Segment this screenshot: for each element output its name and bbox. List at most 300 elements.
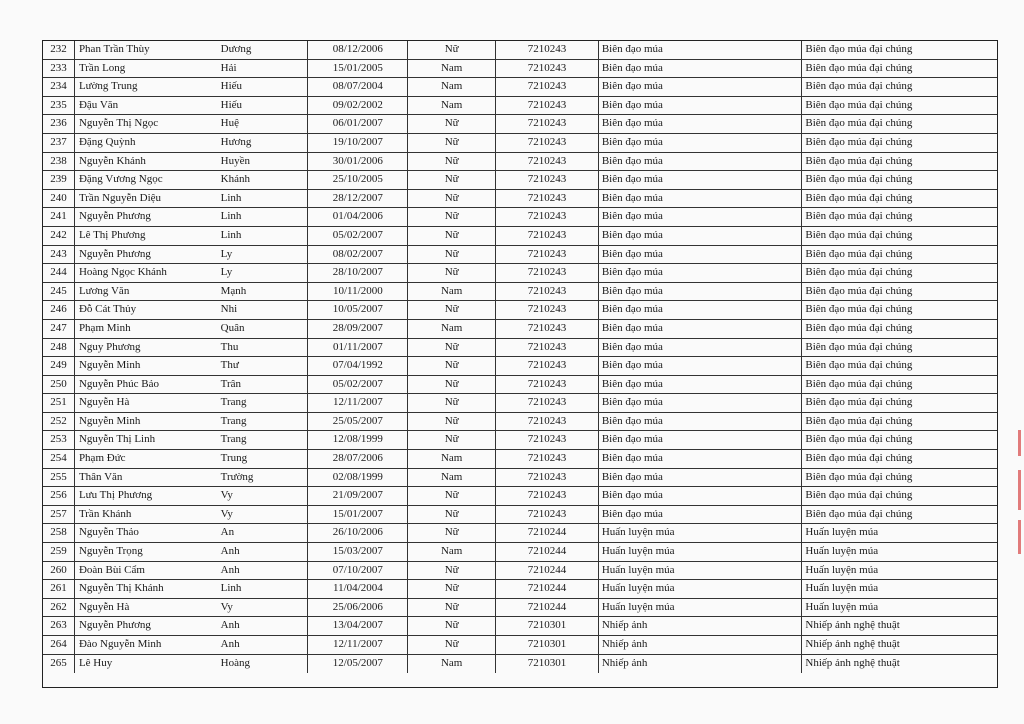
table-row [43,655,997,674]
cell-major: Huấn luyện múa [599,543,803,561]
table-row [43,376,997,395]
cell-family-name: Phạm Minh [78,321,131,334]
cell-specialization: Biên đạo múa đại chúng [805,470,913,483]
cell-gender: Nữ [408,339,496,357]
table-row [43,617,997,636]
cell-major: Biên đạo múa [599,246,803,264]
cell-given-name: Trang [213,394,309,412]
table-row [43,171,997,190]
cell-given-name: Trang [213,413,309,431]
cell-major: Biên đạo múa [599,60,803,78]
cell-given-name: Trân [213,376,309,394]
cell-major: Biên đạo múa [599,394,803,412]
cell-birth-date: 11/04/2004 [308,580,408,598]
cell-family-name: Nguyễn Thảo [78,526,139,539]
cell-major: Biên đạo múa [599,171,803,189]
cell-stt: 242 [43,227,75,245]
cell-gender: Nữ [408,376,496,394]
cell-family-name: Đào Nguyễn Minh [78,638,162,650]
cell-specialization: Biên đạo múa đại chúng [805,247,913,260]
table-row [43,450,997,469]
cell-major: Biên đạo múa [599,301,803,319]
cell-major: Biên đạo múa [599,41,803,59]
cell-specialization: Biên đạo múa đại chúng [805,396,913,409]
cell-birth-date: 05/02/2007 [308,376,408,394]
cell-specialization: Huấn luyện múa [805,582,879,595]
cell-specialization: Biên đạo múa đại chúng [805,489,913,502]
cell-given-name: Hải [213,60,309,78]
cell-stt: 255 [43,469,75,487]
cell-major: Biên đạo múa [599,283,803,301]
cell-major-code: 7210243 [496,506,599,524]
cell-major: Biên đạo múa [599,357,803,375]
cell-gender: Nữ [408,394,496,412]
cell-birth-date: 09/02/2002 [308,97,408,115]
cell-given-name: Linh [213,580,309,598]
cell-gender: Nữ [408,413,496,431]
cell-given-name: Ly [213,264,309,282]
cell-gender: Nam [408,60,496,78]
cell-specialization: Biên đạo múa đại chúng [805,507,913,520]
cell-given-name: Khánh [213,171,309,189]
cell-family-name: Nguyễn Phương [78,619,151,632]
cell-major-code: 7210244 [496,580,599,598]
cell-major-code: 7210243 [496,394,599,412]
cell-stt: 254 [43,450,75,468]
cell-gender: Nữ [408,208,496,226]
cell-major-code: 7210243 [496,431,599,449]
table-row [43,208,997,227]
cell-stt: 233 [43,60,75,78]
cell-major: Biên đạo múa [599,431,803,449]
cell-family-name: Phạm Đức [78,452,126,465]
cell-given-name: Anh [213,636,309,654]
cell-birth-date: 25/06/2006 [308,599,408,617]
cell-specialization: Biên đạo múa đại chúng [805,135,913,148]
cell-birth-date: 10/11/2000 [308,283,408,301]
cell-family-name: Nguyễn Phương [78,210,151,223]
cell-given-name: Hiếu [213,78,309,96]
cell-given-name: Vy [213,599,309,617]
cell-specialization: Nhiếp ảnh nghệ thuật [805,619,900,632]
cell-gender: Nữ [408,115,496,133]
table-row [43,431,997,450]
cell-major-code: 7210244 [496,599,599,617]
table-row [43,134,997,153]
cell-birth-date: 08/12/2006 [308,41,408,59]
cell-stt: 245 [43,283,75,301]
cell-family-name: Nguy Phương [78,340,141,353]
cell-specialization: Biên đạo múa đại chúng [805,210,913,223]
cell-family-name: Thân Văn [78,470,123,483]
cell-birth-date: 02/08/1999 [308,469,408,487]
cell-family-name: Nguyễn Phương [78,247,151,260]
cell-given-name: Quân [213,320,309,338]
cell-given-name: Nhi [213,301,309,319]
table-row [43,41,997,60]
cell-specialization: Nhiếp ảnh nghệ thuật [805,638,900,650]
cell-birth-date: 07/10/2007 [308,562,408,580]
cell-major-code: 7210243 [496,134,599,152]
cell-major-code: 7210243 [496,450,599,468]
cell-major: Huấn luyện múa [599,580,803,598]
cell-gender: Nữ [408,580,496,598]
table-row [43,357,997,376]
cell-major: Biên đạo múa [599,487,803,505]
cell-specialization: Biên đạo múa đại chúng [805,98,913,111]
cell-gender: Nam [408,543,496,561]
table-row [43,301,997,320]
cell-major-code: 7210244 [496,562,599,580]
cell-stt: 259 [43,543,75,561]
cell-stt: 252 [43,413,75,431]
cell-birth-date: 28/09/2007 [308,320,408,338]
cell-major: Huấn luyện múa [599,599,803,617]
cell-gender: Nữ [408,524,496,542]
cell-gender: Nữ [408,599,496,617]
cell-gender: Nữ [408,506,496,524]
cell-major-code: 7210244 [496,524,599,542]
table-row [43,78,997,97]
cell-major-code: 7210243 [496,97,599,115]
table-row [43,246,997,265]
cell-birth-date: 07/04/1992 [308,357,408,375]
cell-gender: Nam [408,78,496,96]
cell-gender: Nữ [408,562,496,580]
red-ink-mark [1018,470,1021,510]
cell-birth-date: 06/01/2007 [308,115,408,133]
cell-family-name: Đậu Văn [78,98,119,111]
cell-gender: Nữ [408,190,496,208]
cell-given-name: Hương [213,134,309,152]
cell-stt: 249 [43,357,75,375]
cell-gender: Nữ [408,41,496,59]
cell-major: Biên đạo múa [599,320,803,338]
cell-gender: Nữ [408,301,496,319]
cell-stt: 263 [43,617,75,635]
cell-gender: Nam [408,450,496,468]
cell-birth-date: 28/07/2006 [308,450,408,468]
cell-major-code: 7210243 [496,320,599,338]
cell-birth-date: 12/11/2007 [308,636,408,654]
cell-family-name: Nguyễn Khánh [78,154,146,167]
table-row [43,599,997,618]
cell-specialization: Biên đạo múa đại chúng [805,154,913,167]
cell-given-name: Trung [213,450,309,468]
cell-major-code: 7210243 [496,208,599,226]
cell-given-name: An [213,524,309,542]
cell-stt: 241 [43,208,75,226]
cell-given-name: Thu [213,339,309,357]
cell-family-name: Trần Nguyễn Diệu [78,191,162,204]
cell-specialization: Huấn luyện múa [805,545,879,558]
cell-given-name: Dương [213,41,309,59]
cell-stt: 240 [43,190,75,208]
cell-gender: Nam [408,469,496,487]
cell-birth-date: 01/11/2007 [308,339,408,357]
table-row [43,320,997,339]
cell-major-code: 7210243 [496,357,599,375]
cell-stt: 262 [43,599,75,617]
cell-specialization: Biên đạo múa đại chúng [805,61,913,74]
cell-major-code: 7210244 [496,543,599,561]
cell-stt: 232 [43,41,75,59]
cell-family-name: Đoàn Bùi Cẩm [78,563,145,576]
cell-family-name: Đặng Vương Ngọc [78,173,163,186]
cell-birth-date: 30/01/2006 [308,153,408,171]
cell-given-name: Linh [213,208,309,226]
table-row [43,339,997,358]
cell-given-name: Anh [213,543,309,561]
cell-specialization: Huấn luyện múa [805,526,879,539]
cell-specialization: Biên đạo múa đại chúng [805,377,913,390]
cell-major-code: 7210243 [496,190,599,208]
cell-major-code: 7210243 [496,227,599,245]
cell-specialization: Biên đạo múa đại chúng [805,321,913,334]
cell-specialization: Biên đạo múa đại chúng [805,284,913,297]
cell-stt: 235 [43,97,75,115]
cell-major: Biên đạo múa [599,190,803,208]
cell-stt: 260 [43,562,75,580]
cell-family-name: Lương Văn [78,284,130,297]
cell-specialization: Biên đạo múa đại chúng [805,80,913,93]
cell-given-name: Huệ [213,115,309,133]
cell-stt: 257 [43,506,75,524]
cell-gender: Nữ [408,227,496,245]
cell-family-name: Nguyễn Thị Linh [78,433,156,446]
cell-gender: Nữ [408,171,496,189]
cell-gender: Nữ [408,487,496,505]
cell-gender: Nam [408,655,496,674]
cell-family-name: Nguyễn Minh [78,414,141,427]
cell-family-name: Nguyễn Thị Khánh [78,582,164,595]
cell-major-code: 7210301 [496,655,599,674]
cell-family-name: Trần Khánh [78,507,132,520]
table-row [43,487,997,506]
cell-given-name: Ly [213,246,309,264]
cell-gender: Nữ [408,357,496,375]
cell-stt: 244 [43,264,75,282]
cell-specialization: Biên đạo múa đại chúng [805,452,913,465]
cell-major: Biên đạo múa [599,115,803,133]
cell-specialization: Biên đạo múa đại chúng [805,359,913,372]
cell-specialization: Nhiếp ảnh nghệ thuật [805,656,900,669]
cell-specialization: Biên đạo múa đại chúng [805,191,913,204]
cell-birth-date: 08/07/2004 [308,78,408,96]
cell-major: Biên đạo múa [599,506,803,524]
cell-birth-date: 08/02/2007 [308,246,408,264]
table-row [43,543,997,562]
cell-major-code: 7210301 [496,636,599,654]
cell-gender: Nam [408,283,496,301]
cell-major: Biên đạo múa [599,78,803,96]
cell-stt: 239 [43,171,75,189]
cell-birth-date: 28/12/2007 [308,190,408,208]
cell-specialization: Huấn luyện múa [805,563,879,576]
cell-birth-date: 26/10/2006 [308,524,408,542]
table-row [43,580,997,599]
cell-major-code: 7210243 [496,469,599,487]
cell-major: Huấn luyện múa [599,562,803,580]
cell-family-name: Lường Trung [78,80,138,93]
cell-stt: 234 [43,78,75,96]
cell-major: Biên đạo múa [599,97,803,115]
cell-specialization: Huấn luyện múa [805,600,879,613]
cell-specialization: Biên đạo múa đại chúng [805,266,913,279]
cell-birth-date: 13/04/2007 [308,617,408,635]
cell-given-name: Trường [213,469,309,487]
cell-major-code: 7210243 [496,376,599,394]
cell-family-name: Lưu Thị Phương [78,489,153,502]
cell-specialization: Biên đạo múa đại chúng [805,340,913,353]
table-row [43,190,997,209]
table-row [43,264,997,283]
cell-family-name: Nguyễn Thị Ngọc [78,117,159,130]
cell-gender: Nam [408,97,496,115]
cell-given-name: Vy [213,487,309,505]
table-row [43,97,997,116]
cell-specialization: Biên đạo múa đại chúng [805,414,913,427]
cell-major-code: 7210243 [496,171,599,189]
cell-specialization: Biên đạo múa đại chúng [805,303,913,316]
cell-specialization: Biên đạo múa đại chúng [805,117,913,130]
cell-gender: Nữ [408,246,496,264]
cell-major-code: 7210243 [496,78,599,96]
cell-family-name: Đặng Quỳnh [78,135,136,148]
cell-stt: 261 [43,580,75,598]
cell-given-name: Hoàng [213,655,309,674]
cell-major-code: 7210243 [496,413,599,431]
cell-family-name: Đỗ Cát Thủy [78,303,137,316]
table-row [43,469,997,488]
cell-birth-date: 15/01/2007 [308,506,408,524]
cell-family-name: Nguyễn Trọng [78,545,143,558]
cell-major-code: 7210243 [496,41,599,59]
cell-specialization: Biên đạo múa đại chúng [805,228,913,241]
table-row [43,153,997,172]
cell-stt: 238 [43,153,75,171]
cell-family-name: Hoàng Ngọc Khánh [78,266,167,279]
table-row [43,394,997,413]
cell-major: Biên đạo múa [599,376,803,394]
cell-specialization: Biên đạo múa đại chúng [805,433,913,446]
cell-birth-date: 25/05/2007 [308,413,408,431]
cell-specialization: Biên đạo múa đại chúng [805,43,913,55]
cell-stt: 251 [43,394,75,412]
cell-given-name: Vy [213,506,309,524]
cell-stt: 237 [43,134,75,152]
cell-major-code: 7210301 [496,617,599,635]
cell-given-name: Huyền [213,153,309,171]
cell-given-name: Linh [213,190,309,208]
cell-given-name: Linh [213,227,309,245]
cell-family-name: Phan Trần Thùy [78,43,150,55]
cell-birth-date: 28/10/2007 [308,264,408,282]
cell-stt: 236 [43,115,75,133]
cell-major-code: 7210243 [496,339,599,357]
cell-major: Biên đạo múa [599,450,803,468]
red-ink-mark [1018,430,1021,456]
cell-gender: Nữ [408,617,496,635]
cell-gender: Nữ [408,636,496,654]
cell-major-code: 7210243 [496,301,599,319]
cell-stt: 248 [43,339,75,357]
cell-stt: 264 [43,636,75,654]
cell-stt: 253 [43,431,75,449]
cell-major: Biên đạo múa [599,227,803,245]
cell-gender: Nam [408,320,496,338]
cell-birth-date: 12/08/1999 [308,431,408,449]
cell-given-name: Trang [213,431,309,449]
cell-major: Nhiếp ảnh [599,636,803,654]
student-list-table [42,40,998,688]
cell-stt: 247 [43,320,75,338]
cell-major: Nhiếp ảnh [599,655,803,674]
cell-major-code: 7210243 [496,283,599,301]
cell-birth-date: 12/05/2007 [308,655,408,674]
cell-stt: 243 [43,246,75,264]
cell-major-code: 7210243 [496,153,599,171]
cell-stt: 246 [43,301,75,319]
cell-birth-date: 25/10/2005 [308,171,408,189]
cell-birth-date: 10/05/2007 [308,301,408,319]
cell-given-name: Hiếu [213,97,309,115]
cell-major-code: 7210243 [496,115,599,133]
cell-major: Biên đạo múa [599,413,803,431]
cell-family-name: Nguyễn Hà [78,600,130,613]
cell-given-name: Thư [213,357,309,375]
cell-birth-date: 15/01/2005 [308,60,408,78]
table-row [43,413,997,432]
table-row [43,60,997,79]
cell-stt: 256 [43,487,75,505]
cell-birth-date: 19/10/2007 [308,134,408,152]
cell-birth-date: 15/03/2007 [308,543,408,561]
cell-major: Nhiếp ảnh [599,617,803,635]
cell-given-name: Mạnh [213,283,309,301]
cell-gender: Nữ [408,264,496,282]
cell-major-code: 7210243 [496,60,599,78]
cell-birth-date: 05/02/2007 [308,227,408,245]
cell-major: Huấn luyện múa [599,524,803,542]
cell-gender: Nữ [408,134,496,152]
table-row [43,636,997,655]
cell-stt: 258 [43,524,75,542]
cell-given-name: Anh [213,617,309,635]
cell-specialization: Biên đạo múa đại chúng [805,173,913,186]
table-row [43,562,997,581]
red-ink-mark [1018,520,1021,554]
cell-family-name: Lê Huy [78,656,113,669]
table-row [43,524,997,543]
table-row [43,506,997,525]
cell-family-name: Nguyễn Hà [78,396,130,409]
cell-major-code: 7210243 [496,246,599,264]
cell-major: Biên đạo múa [599,153,803,171]
cell-gender: Nữ [408,153,496,171]
cell-major: Biên đạo múa [599,264,803,282]
table-row [43,283,997,302]
cell-major: Biên đạo múa [599,469,803,487]
cell-major-code: 7210243 [496,264,599,282]
cell-major-code: 7210243 [496,487,599,505]
cell-family-name: Nguyễn Phúc Bảo [78,377,159,390]
cell-birth-date: 12/11/2007 [308,394,408,412]
cell-birth-date: 01/04/2006 [308,208,408,226]
table-row [43,115,997,134]
cell-major: Biên đạo múa [599,134,803,152]
cell-stt: 265 [43,655,75,674]
